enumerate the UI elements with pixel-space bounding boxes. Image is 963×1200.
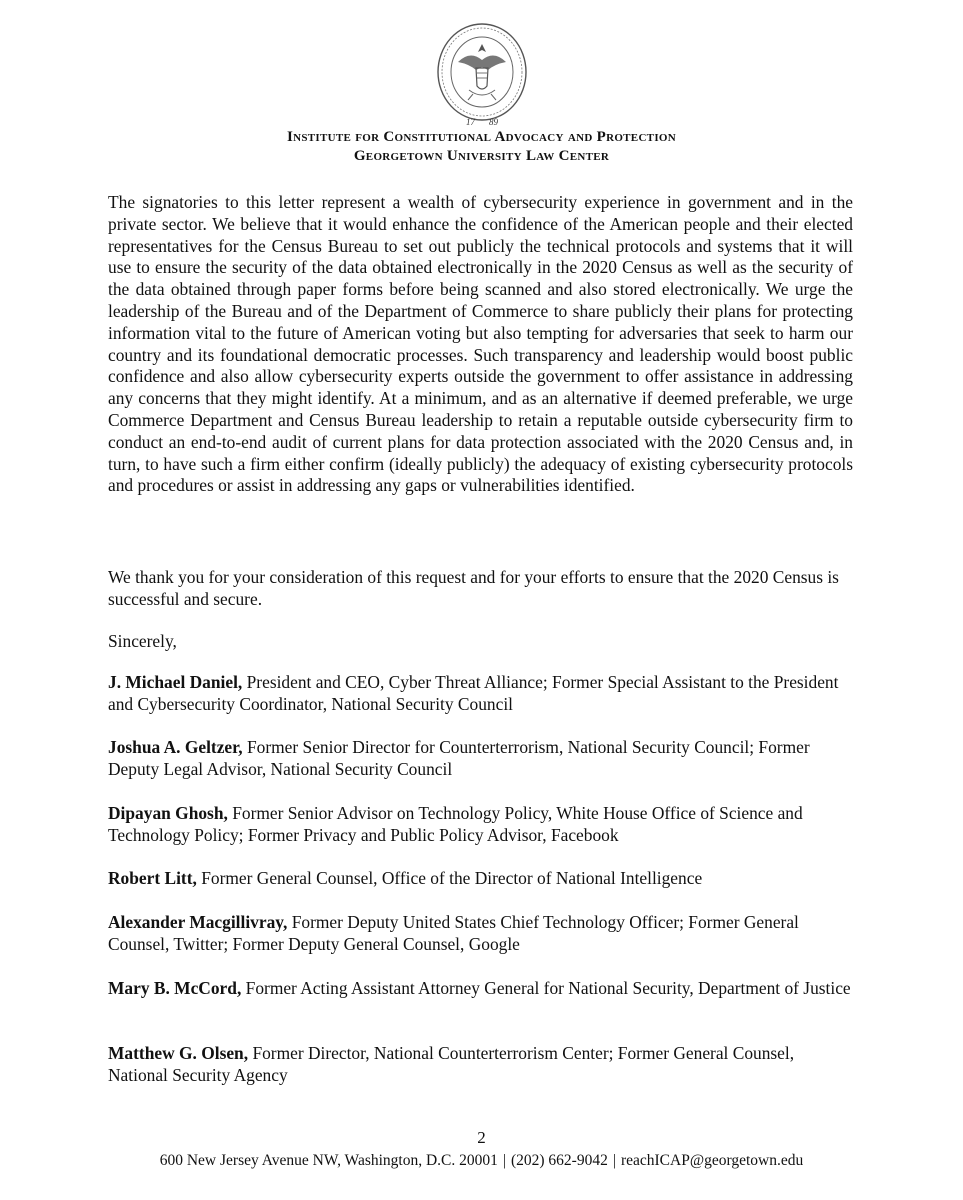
signatory-description: Former Director, National Counterterrorism Center; Former General Counsel, National Security Agency (108, 1043, 795, 1085)
signatory-name: Joshua A. Geltzer, (108, 737, 243, 757)
signatory-entry (108, 737, 853, 781)
footer-email: reachICAP@georgetown.edu (620, 1152, 804, 1169)
footer-phone: (202) 662-9042 (510, 1152, 608, 1169)
letter-paragraph-2: We thank you for your consideration of this request and for your efforts to ensure that the 2020 Census is successful and secure. (108, 567, 839, 609)
signatory-name: Alexander Macgillivray, (108, 912, 288, 932)
signatory-description: Former Senior Director for Counterterrorism, National Security Council; Former Deputy Legal Advisor, National Security Council (108, 737, 810, 779)
signatory-description: Former General Counsel, Office of the Director of National Intelligence (201, 868, 703, 888)
page-number: 2 (477, 1128, 486, 1147)
signatory-name: Mary B. McCord, (108, 978, 242, 998)
university-name: Georgetown University Law Center (353, 148, 610, 164)
signatory-name: Matthew G. Olsen, (108, 1043, 249, 1063)
institute-name: Institute for Constitutional Advocacy and Protection (286, 129, 677, 145)
signatory-name: Dipayan Ghosh, (108, 803, 228, 823)
signatory-name: Robert Litt, (108, 868, 197, 888)
signatory-name: J. Michael Daniel, (108, 672, 243, 692)
signatory-description: President and CEO, Cyber Threat Alliance; Former Special Assistant to the President and Cybersecurity Coordinator, National Security Council (108, 672, 839, 714)
signatory-description: Former Acting Assistant Attorney General for National Security, Department of Justice (245, 978, 851, 998)
seal-year-right: 89 (489, 117, 498, 127)
signatory-description: Former Senior Advisor on Technology Policy, White House Office of Science and Technology Policy; Former Privacy and Public Policy Advisor, Facebook (108, 803, 803, 845)
seal-year-left: 17 (466, 117, 475, 127)
signatory-entry (108, 803, 853, 847)
signatory-entry (108, 672, 853, 716)
footer-separator: | (612, 1152, 616, 1169)
footer-separator: | (502, 1152, 506, 1169)
footer-address: 600 New Jersey Avenue NW, Washington, D.C. 20001 (159, 1152, 498, 1169)
signatory-entry (108, 978, 853, 1000)
footer-contact (0, 1152, 963, 1170)
signatory-entry (108, 868, 853, 890)
georgetown-seal-icon (433, 20, 531, 132)
signatory-entry (108, 1043, 853, 1087)
letter-paragraph-1: The signatories to this letter represent a wealth of cybersecurity experience in government and in the private sector. We believe that it would enhance the confidence of the American people and their elected representatives for the Census Bureau to set out publicly the technical protocols and systems that it will use to ensure the security of the data obtained electronically in the 2020 Census as well as the security of the data obtained through paper forms before being scanned and also stored electronically. We urge the leadership of the Bureau and of the Department of Commerce to share publicly their plans for protecting information vital to the future of American voting but also tempting for adversaries that seek to harm our country and its foundational democratic processes. Such transparency and leadership would boost public confidence and also allow cybersecurity experts outside the government to offer assistance in addressing any concerns that they might identify. At a minimum, and as an alternative if deemed preferable, we urge Commerce Department and Census Bureau leadership to retain a reputable outside cybersecurity firm to conduct an end-to-end audit of current plans for data protection associated with the 2020 Census and, in turn, to have such a firm either confirm (ideally publicly) the adequacy of existing cybersecurity protocols and procedures or assist in addressing any gaps or vulnerabilities identified. (108, 192, 853, 496)
signatory-entry (108, 912, 853, 956)
signatory-description: Former Deputy United States Chief Technology Officer; Former General Counsel, Twitter; Former Deputy General Counsel, Google (108, 912, 799, 954)
closing-salutation: Sincerely, (108, 631, 177, 651)
